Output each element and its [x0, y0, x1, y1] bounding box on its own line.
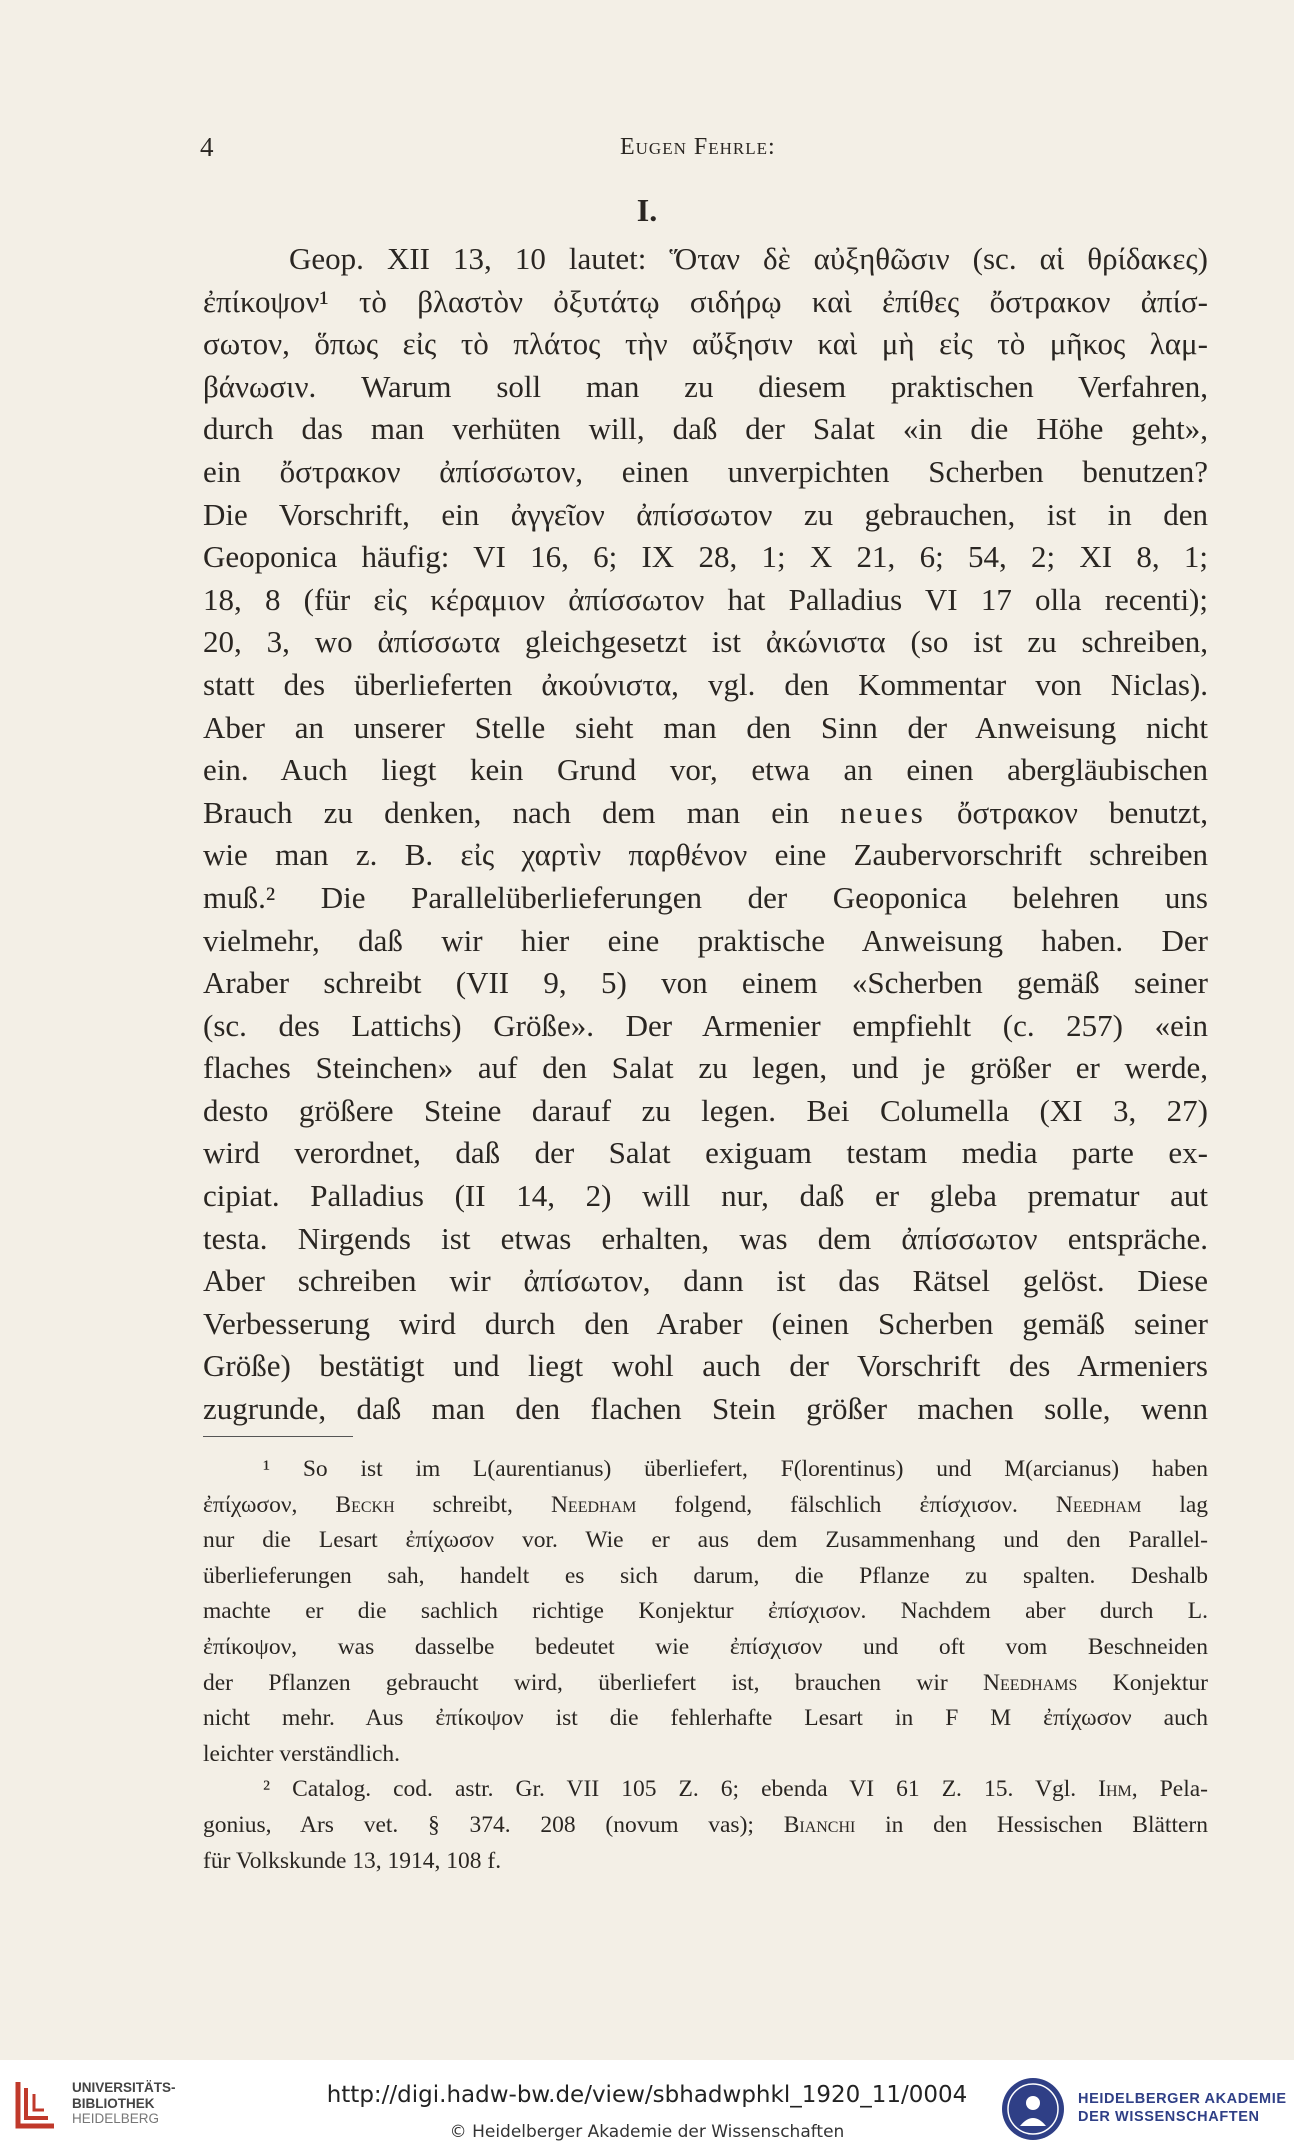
author-name: Ihm, — [1098, 1776, 1138, 1803]
running-title: Eugen Fehrle: — [620, 134, 776, 160]
text-segment: ἐπίχωσον, — [203, 1491, 298, 1518]
footnote-line: leichter verständlich. — [203, 1740, 401, 1767]
text-line: zugrunde, daß man den flachen Stein größer machen solle, wenn — [203, 1391, 1208, 1427]
text-line: ein ὄστρακον ἀπίσσωτον, einen unverpichten Scherben benutzen? — [203, 453, 1208, 489]
footnote-line — [203, 1666, 1208, 1702]
text-line: Geoponica häufig: VI 16, 6; IX 28, 1; X 21, 6; 54, 2; XI 8, 1; — [203, 539, 1208, 575]
text-line: wie man z. B. εἰς χαρτὶν παρθένον eine Zaubervorschrift schreiben — [203, 837, 1208, 873]
text-line: σωτον, ὅπως εἰς τὸ πλάτος τὴν αὔξησιν καὶ μὴ εἰς τὸ μῆκος λαμ- — [203, 326, 1208, 362]
text-segment: der Pflanzen gebraucht wird, überliefert ist, brauchen wir — [203, 1669, 948, 1696]
text-line: Verbesserung wird durch den Araber (einen Scherben gemäß seiner — [203, 1305, 1208, 1341]
footnote-line — [203, 1488, 1208, 1524]
author-name: Needham — [550, 1491, 637, 1518]
text-line: durch das man verhüten will, daß der Salat «in die Höhe geht», — [203, 411, 1208, 447]
text-line: Die Vorschrift, ein ἀγγεῖον ἀπίσσωτον zu gebrauchen, ist in den — [203, 496, 1208, 532]
text-line: statt des überlieferten ἀκούνιστα, vgl. den Kommentar von Niclas). — [203, 666, 1208, 702]
footnote-line: für Volkskunde 13, 1914, 108 f. — [203, 1847, 502, 1874]
text-segment: in den Hessischen Blättern — [885, 1811, 1208, 1838]
library-line-1: UNIVERSITÄTS- — [72, 2080, 176, 2095]
text-line: 18, 8 (für εἰς κέραμιον ἀπίσσωτον hat Palladius VI 17 olla recenti); — [203, 581, 1208, 617]
footnote-line: nicht mehr. Aus ἐπίκοψον ist die fehlerhafte Lesart in F M ἐπίχωσον auch — [203, 1705, 1208, 1732]
copyright-notice: © Heidelberger Akademie der Wissenschaften — [449, 2122, 845, 2142]
text-line: Aber an unserer Stelle sieht man den Sinn der Anweisung nicht — [203, 709, 1208, 745]
academy-name — [1078, 2090, 1287, 2126]
page-number: 4 — [200, 132, 214, 162]
text-line: ἐπίκοψον¹ τὸ βλαστὸν ὀξυτάτῳ σιδήρῳ καὶ ἐπίθες ὄστρακον ἀπίσ- — [203, 283, 1208, 319]
text-line: Aber schreiben wir ἀπίσωτον, dann ist das Rätsel gelöst. Diese — [203, 1263, 1208, 1299]
academy-line-2: DER WISSENSCHAFTEN — [1078, 2109, 1260, 2125]
text-segment: Brauch zu denken, nach dem man ein — [203, 794, 810, 830]
text-segment: schreibt, — [432, 1491, 513, 1518]
footnote-line: nur die Lesart ἐπίχωσον vor. Wie er aus dem Zusammenhang und den Parallel- — [203, 1527, 1208, 1554]
library-line-3: HEIDELBERG — [72, 2111, 160, 2126]
text-segment: ὄστρακον benutzt, — [957, 794, 1208, 830]
author-name: Beckh — [335, 1491, 395, 1518]
author-name: Needhams — [983, 1669, 1078, 1696]
text-segment: gonius, Ars vet. § 374. 208 (novum vas); — [203, 1811, 754, 1838]
text-segment: Pela- — [1159, 1776, 1209, 1803]
text-line: cipiat. Palladius (II 14, 2) will nur, daß er gleba prematur aut — [203, 1178, 1208, 1214]
text-line: Araber schreibt (VII 9, 5) von einem «Scherben gemäß seiner — [203, 965, 1208, 1001]
text-line: Größe) bestätigt und liegt wohl auch der Vorschrift des Armeniers — [203, 1348, 1208, 1384]
text-line: vielmehr, daß wir hier eine praktische Anweisung haben. Der — [203, 922, 1208, 958]
text-line: wird verordnet, daß der Salat exiguam testam media parte ex- — [203, 1135, 1208, 1171]
text-segment: folgend, fälschlich ἐπίσχισον. — [674, 1491, 1018, 1518]
running-head — [200, 132, 1210, 172]
text-line: Geop. XII 13, 10 lautet: Ὅταν δὲ αὐξηθῶσιν (sc. αἱ θρίδακες) — [289, 241, 1208, 276]
text-line: 20, 3, wo ἀπίσσωτα gleichgesetzt ist ἀκώνιστα (so ist zu schreiben, — [203, 624, 1208, 660]
text-line: desto größere Steine darauf zu legen. Bei Columella (XI 3, 27) — [203, 1092, 1208, 1128]
footer-banner — [0, 2060, 1294, 2156]
footnote-line: machte er die sachlich richtige Konjektur ἐπίσχισον. Nachdem aber durch L. — [203, 1598, 1208, 1625]
text-line: (sc. des Lattichs) Größe». Der Armenier empfiehlt (c. 257) «ein — [203, 1007, 1208, 1043]
footnote-rule — [203, 1436, 353, 1437]
text-segment: Konjektur — [1112, 1669, 1209, 1696]
library-line-2: BIBLIOTHEK — [72, 2095, 155, 2111]
emphasis-spaced: neues — [840, 794, 926, 830]
text-segment: lag — [1179, 1491, 1209, 1518]
text-line: testa. Nirgends ist etwas erhalten, was dem ἀπίσσωτον entspräche. — [203, 1220, 1208, 1256]
academy-line-1: HEIDELBERGER AKADEMIE — [1078, 2091, 1287, 2107]
text-line: βάνωσιν. Warum soll man zu diesem praktischen Verfahren, — [203, 368, 1208, 404]
author-name: Needham — [1055, 1491, 1142, 1518]
academy-seal-icon[interactable] — [1000, 2076, 1066, 2142]
permalink-url[interactable]: http://digi.hadw-bw.de/view/sbhadwphkl_1920_11/0004 — [326, 2082, 968, 2108]
footnotes — [203, 1452, 1208, 1879]
author-name: Bianchi — [783, 1811, 856, 1838]
footnote-line — [203, 1772, 1208, 1808]
text-segment: ² Catalog. cod. astr. Gr. VII 105 Z. 6; ebenda VI 61 Z. 15. Vgl. — [263, 1776, 1077, 1803]
main-text — [203, 238, 1208, 1431]
footnote-line — [203, 1808, 1208, 1844]
section-numeral: I. — [636, 192, 658, 228]
text-line: ein. Auch liegt kein Grund vor, etwa an einen abergläubischen — [203, 752, 1208, 788]
footnote-line: ¹ So ist im L(aurentianus) überliefert, F(lorentinus) und M(arcianus) haben — [263, 1456, 1208, 1482]
footnote-line: überlieferungen sah, handelt es sich darum, die Pflanze zu spalten. Deshalb — [203, 1562, 1208, 1589]
text-line: muß.² Die Parallelüberlieferungen der Geoponica belehren uns — [203, 879, 1208, 915]
text-line: flaches Steinchen» auf den Salat zu legen, und je größer er werde, — [203, 1050, 1208, 1086]
text-line — [203, 792, 1208, 835]
footnote-line: ἐπίκοψον, was dasselbe bedeutet wie ἐπίσχισον und oft vom Beschneiden — [203, 1633, 1208, 1660]
